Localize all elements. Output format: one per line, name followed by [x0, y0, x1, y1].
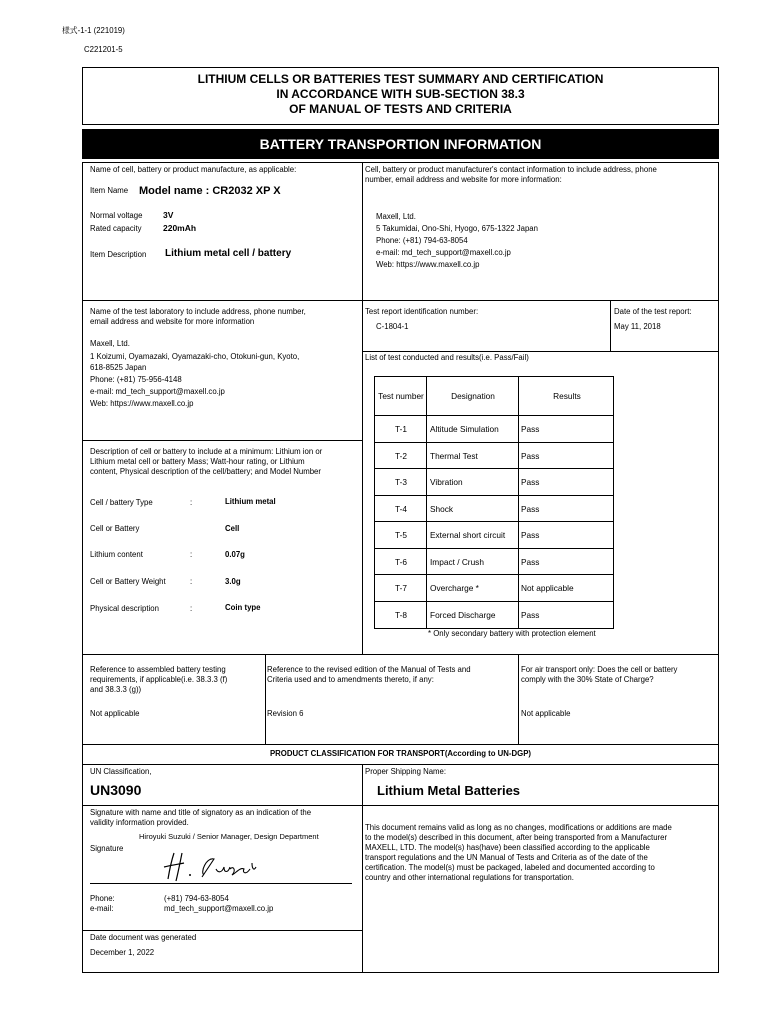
voltage-label: Normal voltage [90, 211, 143, 220]
grid-line [82, 744, 719, 745]
capacity-label: Rated capacity [90, 224, 142, 233]
shipping-name-label: Proper Shipping Name: [365, 767, 447, 776]
test-number: T-7 [395, 583, 407, 593]
results-header: Results [553, 391, 581, 401]
revised-edition-value: Revision 6 [267, 709, 304, 718]
cell-type-label: Cell / battery Type [90, 498, 153, 507]
weight-label: Cell or Battery Weight [90, 577, 166, 586]
signature-label-line: validity information provided. [90, 818, 189, 827]
colon: : [190, 498, 193, 507]
table-line [375, 601, 613, 602]
description-value: Lithium metal cell / battery [165, 248, 292, 259]
designation-header: Designation [451, 391, 495, 401]
cell-or-battery-label: Cell or Battery [90, 524, 140, 533]
assembled-battery-label [90, 665, 227, 695]
capacity-value: 220mAh [163, 223, 197, 233]
phone-label: Phone: [90, 894, 115, 903]
lab-section-label [90, 307, 306, 327]
revised-label-line: Reference to the revised edition of the Manual of Tests and [267, 665, 471, 674]
manufacturer-phone: Phone: (+81) 794-63-8054 [376, 236, 468, 245]
email-label: e-mail: [90, 904, 114, 913]
grid-line [610, 300, 611, 351]
assembled-label-line: requirements, if applicable(i.e. 38.3.3 (f) [90, 675, 228, 684]
test-number: T-2 [395, 450, 407, 461]
physical-description-label: Physical description [90, 604, 159, 613]
test-number: T-6 [395, 556, 407, 567]
date-generated-label: Date document was generated [90, 933, 197, 942]
test-designation: Shock [430, 503, 454, 514]
test-result: Pass [521, 609, 540, 620]
lithium-content-label: Lithium content [90, 550, 143, 559]
signature-section-label [90, 808, 311, 828]
tests-section-label: List of test conducted and results(i.e. Pass/Fail) [365, 353, 529, 362]
item-name-label: Item Name [90, 186, 129, 195]
air-label-line: comply with the 30% State of Charge? [521, 675, 654, 684]
lab-label-line: Name of the test laboratory to include address, phone number, [90, 307, 306, 316]
test-designation: Forced Discharge [430, 609, 496, 620]
manufacturer-web: Web: https://www.maxell.co.jp [376, 260, 480, 269]
description-label-line: Lithium metal cell or battery Mass; Watt-hour rating, or Lithium [90, 457, 305, 466]
colon: : [190, 604, 193, 613]
date-generated-value: December 1, 2022 [90, 948, 155, 957]
grid-line [82, 930, 362, 931]
report-id-label: Test report identification number: [365, 307, 479, 316]
air-transport-label [521, 665, 677, 685]
air-transport-value: Not applicable [521, 709, 571, 718]
signatory-name: Hiroyuki Suzuki / Senior Manager, Design Department [139, 832, 319, 841]
manufacturer-contact [376, 212, 538, 270]
form-code: 様式-1-1 (221019) [62, 26, 125, 35]
table-line [375, 415, 613, 416]
email-value: md_tech_support@maxell.co.jp [164, 904, 274, 913]
product-section-label: Name of cell, battery or product manufacture, as applicable: [90, 165, 297, 174]
table-line [375, 521, 613, 522]
test-number: T-5 [395, 530, 407, 540]
validity-line: certification. The model(s) must be packaged, labeled and documented according to [365, 863, 655, 872]
item-name-value: Model name : CR2032 XP X [139, 185, 281, 197]
test-designation: Overcharge * [430, 583, 479, 593]
test-result: Pass [521, 530, 540, 540]
manufacturer-section-label [365, 165, 715, 185]
grid-line [82, 440, 362, 441]
test-result: Pass [521, 556, 540, 567]
test-result: Pass [521, 424, 540, 434]
test-result: Not applicable [521, 583, 574, 593]
lab-label-line: email address and website for more information [90, 317, 255, 326]
test-number: T-1 [395, 424, 407, 434]
description-label-line: Description of cell or battery to include at a minimum: Lithium ion or [90, 447, 323, 456]
lab-name: Maxell, Ltd. [90, 339, 130, 348]
grid-line [518, 654, 519, 744]
test-result: Pass [521, 503, 540, 514]
grid-line [82, 654, 719, 655]
test-designation: Impact / Crush [430, 556, 484, 567]
un-classification-label: UN Classification, [90, 767, 152, 776]
test-result: Pass [521, 477, 540, 487]
description-label: Item Description [90, 250, 147, 259]
physical-description-value: Coin type [225, 603, 261, 612]
lab-web: Web: https://www.maxell.co.jp [90, 399, 194, 408]
grid-line [362, 162, 363, 654]
manufacturer-email: e-mail: md_tech_support@maxell.co.jp [376, 248, 511, 257]
colon: : [190, 577, 193, 586]
grid-line [362, 351, 719, 352]
test-number: T-4 [395, 503, 407, 514]
colon: : [190, 550, 193, 559]
table-line [375, 548, 613, 549]
grid-line [82, 805, 719, 806]
validity-statement [365, 823, 717, 883]
revised-label-line: Criteria used and to amendments thereto, if any: [267, 675, 434, 684]
validity-line: transport regulations and the UN Manual of Tests and Criteria as of the date of the [365, 853, 648, 862]
test-number: T-3 [395, 477, 407, 487]
report-date-value: May 11, 2018 [614, 322, 661, 331]
lab-address: 1 Koizumi, Oyamazaki, Oyamazaki-cho, Otokuni-gun, Kyoto, [90, 352, 300, 361]
manufacturer-name: Maxell, Ltd. [376, 212, 416, 221]
title-line-1: LITHIUM CELLS OR BATTERIES TEST SUMMARY AND CERTIFICATION [197, 72, 604, 86]
voltage-value: 3V [163, 210, 174, 220]
signature-label-line: Signature with name and title of signatory as an indication of the [90, 808, 312, 817]
lab-contact [90, 339, 299, 409]
phone-value: (+81) 794-63-8054 [164, 894, 229, 903]
weight-value: 3.0g [225, 577, 241, 586]
shipping-name-value: Lithium Metal Batteries [377, 783, 521, 798]
signature-label: Signature [90, 844, 124, 853]
section-banner: BATTERY TRANSPORTION INFORMATION [82, 129, 719, 159]
document-number: C221201-5 [84, 45, 123, 54]
table-line [375, 495, 613, 496]
revised-edition-label [267, 665, 471, 685]
table-line [375, 442, 613, 443]
title-line-2: IN ACCORDANCE WITH SUB-SECTION 38.3 [276, 87, 525, 101]
lab-email: e-mail: md_tech_support@maxell.co.jp [90, 387, 225, 396]
grid-line [265, 654, 266, 744]
description-label-line: content, Physical description of the cell/battery; and Model Number [90, 467, 321, 476]
test-results-table [374, 376, 614, 629]
handwritten-signature [160, 845, 270, 885]
cell-or-battery-value: Cell [225, 524, 240, 533]
table-line [375, 468, 613, 469]
grid-line [82, 764, 719, 765]
lab-phone: Phone: (+81) 75-956-4148 [90, 375, 182, 384]
air-label-line: For air transport only: Does the cell or battery [521, 665, 678, 674]
grid-line [362, 764, 363, 973]
cell-type-value: Lithium metal [225, 497, 276, 506]
lithium-content-value: 0.07g [225, 550, 245, 559]
title-line-3: OF MANUAL OF TESTS AND CRITERIA [289, 102, 512, 116]
manufacturer-address: 5 Takumidai, Ono-Shi, Hyogo, 675-1322 Japan [376, 224, 538, 233]
lab-address: 618-8525 Japan [90, 363, 147, 372]
report-id-value: C-1804-1 [376, 322, 409, 331]
assembled-battery-value: Not applicable [90, 709, 140, 718]
test-result: Pass [521, 450, 540, 461]
tests-footnote: * Only secondary battery with protection element [428, 629, 596, 638]
validity-line: MAXELL, LTD. The model(s) has(have) been classified according to the applicable [365, 843, 650, 852]
test-designation: Vibration [430, 477, 463, 487]
description-section-label [90, 447, 322, 477]
validity-line: country and other international regulations for transportation. [365, 873, 574, 882]
assembled-label-line: Reference to assembled battery testing [90, 665, 226, 674]
test-designation: External short circuit [430, 530, 506, 540]
classification-heading: PRODUCT CLASSIFICATION FOR TRANSPORT(According to UN-DGP) [269, 749, 532, 758]
test-designation: Altitude Simulation [430, 424, 499, 434]
signature-underline [90, 883, 352, 884]
test-designation: Thermal Test [430, 450, 478, 461]
report-date-label: Date of the test report: [614, 307, 692, 316]
validity-line: to the model(s) described in this document, after being transported from a Manufacturer [365, 833, 668, 842]
test-number: T-8 [395, 609, 407, 620]
table-line [375, 574, 613, 575]
manufacturer-label-line: Cell, battery or product manufacturer's contact information to include address, phone [365, 165, 657, 174]
assembled-label-line: and 38.3.3 (g)) [90, 685, 142, 694]
test-number-header: Test number [378, 391, 424, 401]
grid-line [82, 300, 719, 301]
un-classification-value: UN3090 [90, 782, 142, 798]
manufacturer-label-line: number, email address and website for more information: [365, 175, 562, 184]
validity-line: This document remains valid as long as no changes, modifications or additions are made [365, 823, 672, 832]
document-title [82, 72, 719, 117]
